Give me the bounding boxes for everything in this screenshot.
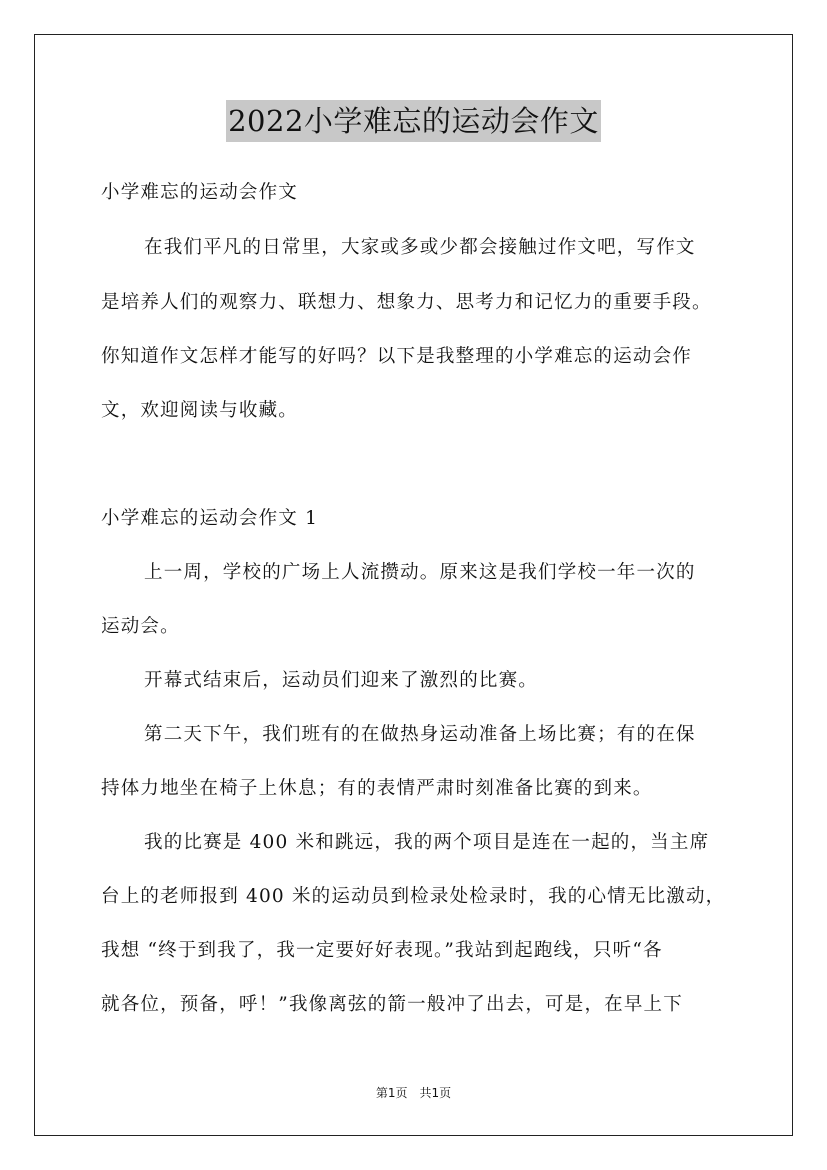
section-line: 第二天下午，我们班有的在做热身运动准备上场比赛；有的在保	[144, 724, 696, 745]
document-title: 2022小学难忘的运动会作文	[226, 100, 601, 142]
page-number: 第1页 共1页	[375, 1086, 452, 1100]
section-heading: 小学难忘的运动会作文 1	[101, 508, 319, 529]
section-line: 开幕式结束后，运动员们迎来了激烈的比赛。	[144, 670, 539, 691]
intro-line: 在我们平凡的日常里，大家或多或少都会接触过作文吧，写作文	[144, 237, 696, 258]
subheading: 小学难忘的运动会作文	[101, 182, 299, 203]
section-line: 上一周，学校的广场上人流攒动。原来这是我们学校一年一次的	[144, 562, 696, 583]
section-line: 台上的老师报到 400 米的运动员到检录处检录时，我的心情无比激动，	[101, 886, 726, 907]
section-line: 运动会。	[101, 616, 180, 637]
intro-line: 是培养人们的观察力、联想力、想象力、思考力和记忆力的重要手段。	[101, 292, 712, 313]
intro-line: 文，欢迎阅读与收藏。	[101, 400, 299, 421]
section-line: 我想 “终于到我了，我一定要好好表现。”我站到起跑线，只听“各	[101, 940, 663, 961]
section-line: 持体力地坐在椅子上休息；有的表情严肃时刻准备比赛的到来。	[101, 778, 653, 799]
intro-line: 你知道作文怎样才能写的好吗？以下是我整理的小学难忘的运动会作	[101, 346, 693, 367]
section-line: 我的比赛是 400 米和跳远，我的两个项目是连在一起的，当主席	[144, 832, 710, 853]
title-container	[0, 100, 827, 142]
section-line: 就各位，预备，呼！”我像离弦的箭一般冲了出去，可是，在早上下	[101, 994, 683, 1015]
